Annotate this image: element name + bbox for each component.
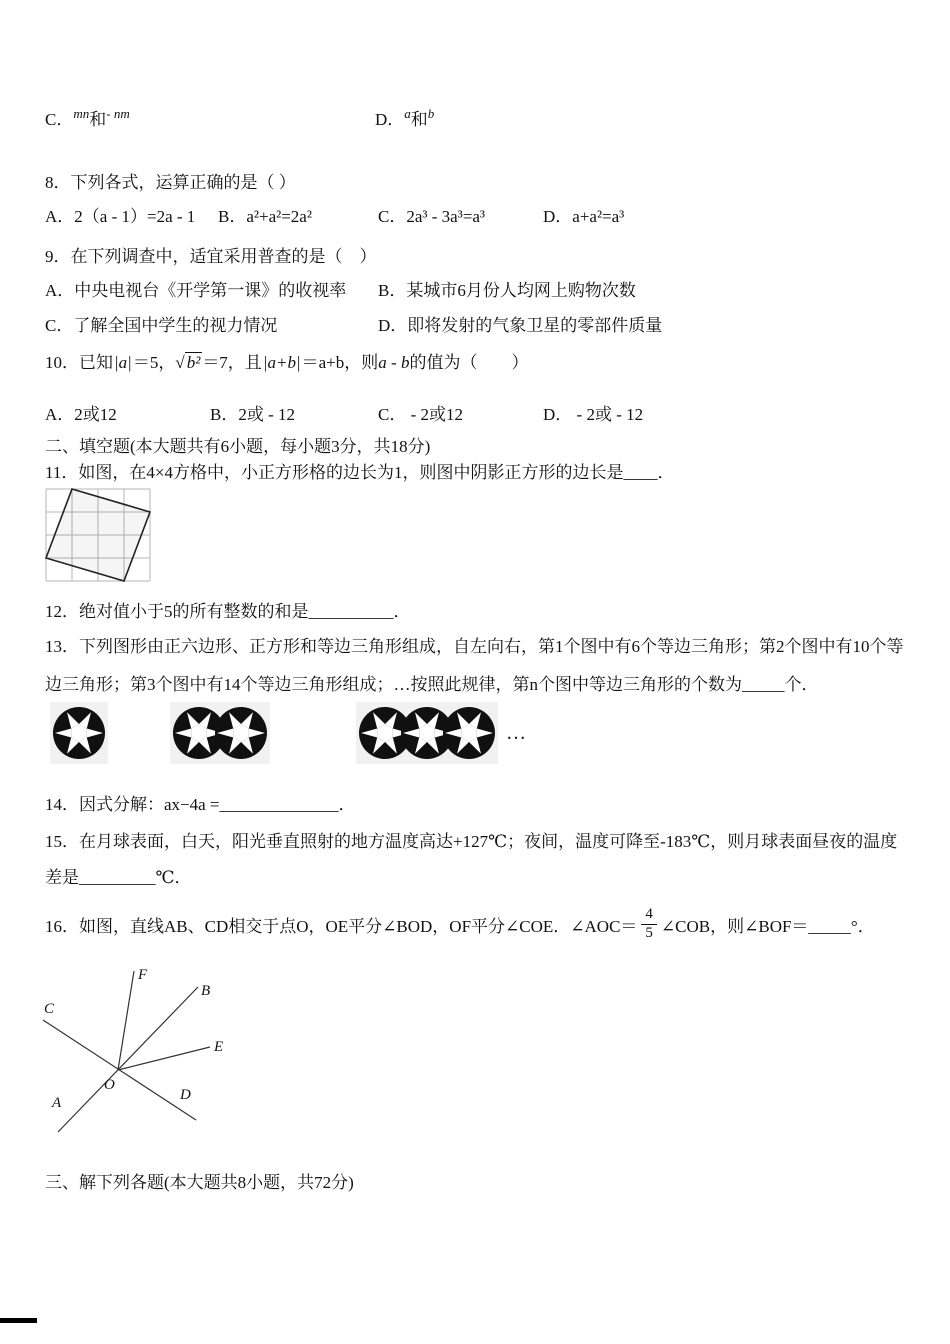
fraction-4-5 bbox=[641, 906, 657, 942]
page-edge-mark bbox=[0, 1318, 37, 1323]
question-13-figure bbox=[45, 702, 910, 764]
question-10-options bbox=[45, 400, 910, 425]
section-2-title: 二、填空题(本大题共有6小题，每小题3分，共18分) bbox=[45, 437, 431, 456]
q7-options-row bbox=[45, 105, 910, 130]
pattern-ellipsis: … bbox=[506, 721, 528, 744]
q16-text-2: ∠COB，则∠BOF＝_____°． bbox=[660, 916, 875, 936]
label-C: C bbox=[44, 1001, 55, 1017]
question-12-stem: 12．绝对值小于5的所有整数的和是__________． bbox=[45, 602, 411, 621]
question-10-stem bbox=[45, 348, 910, 373]
option-c-exponent-1: mn bbox=[73, 106, 90, 121]
q10-text-1: 10．已知 bbox=[45, 353, 113, 372]
q10-option-d: D． - 2或 - 12 bbox=[543, 405, 644, 424]
q10-text-3: ＝7，且 bbox=[202, 353, 262, 372]
q8-option-b: B．a²+a²=2a² bbox=[218, 207, 312, 226]
section-3-title: 三、解下列各题(本大题共8小题，共72分) bbox=[45, 1173, 354, 1192]
pattern-figure-1 bbox=[50, 702, 108, 764]
label-D: D bbox=[180, 1087, 191, 1103]
q9-option-b: B．某城市6月份人均网上购物次数 bbox=[378, 281, 636, 300]
label-O: O bbox=[104, 1077, 115, 1093]
question-11-figure bbox=[45, 488, 910, 587]
question-8-stem: 8．下列各式，运算正确的是（ ） bbox=[45, 173, 296, 192]
q8-option-a: A．2（a - 1）=2a - 1 bbox=[45, 207, 196, 226]
q10-option-c: C． - 2或12 bbox=[378, 405, 463, 424]
option-d bbox=[375, 105, 434, 130]
question-13-stem: 13．下列图形由正六边形、正方形和等边三角形组成，自左向右，第1个图中有6个等边三角形；第2个图中有10个等边三角形；第3个图中有14个等边三角形组成；…按照此规律，第n个图中等边三角形的个数为_____个． bbox=[45, 637, 904, 694]
q10-text-5: 的值为（ ） bbox=[409, 353, 529, 372]
question-9-stem: 9．在下列调查中，适宜采用普查的是（ ） bbox=[45, 247, 377, 266]
question-16-figure bbox=[38, 965, 903, 1145]
question-9-options-row1 bbox=[45, 276, 910, 301]
option-c bbox=[45, 105, 375, 130]
grid-square-figure bbox=[45, 488, 151, 582]
question-11-stem: 11．如图，在4×4方格中，小正方形格的边长为1，则图中阴影正方形的边长是____． bbox=[45, 463, 675, 482]
q10-expression: a - b bbox=[378, 353, 410, 372]
q10-radicand: b² bbox=[186, 353, 201, 372]
q10-abs-a-plus-b: |a+b| bbox=[262, 353, 301, 372]
question-15-stem: 15．在月球表面，白天，阳光垂直照射的地方温度高达+127℃；夜间，温度可降至-183℃，则月球表面昼夜的温度差是_________℃． bbox=[45, 832, 898, 887]
q8-option-d: D．a+a²=a³ bbox=[543, 207, 625, 226]
fraction-numerator: 4 bbox=[645, 906, 653, 923]
q16-text-1: 16．如图，直线AB、CD相交于点O，OE平分∠BOD，OF平分∠COE．∠AOC＝ bbox=[45, 916, 638, 936]
fraction-denominator: 5 bbox=[641, 924, 657, 942]
q10-option-a: A．2或12 bbox=[45, 405, 117, 424]
q10-option-b: B．2或 - 12 bbox=[210, 405, 295, 424]
q9-option-c: C．了解全国中学生的视力情况 bbox=[45, 316, 278, 335]
figure-lines bbox=[43, 971, 210, 1132]
label-E: E bbox=[214, 1039, 224, 1055]
q9-option-a: A．中央电视台《开学第一课》的收视率 bbox=[45, 281, 347, 300]
ray-OE bbox=[118, 1047, 210, 1070]
q10-text-4: ＝a+b，则 bbox=[301, 353, 379, 372]
label-F: F bbox=[138, 967, 148, 983]
label-B: B bbox=[201, 983, 211, 999]
pattern-figure-2 bbox=[170, 702, 270, 764]
question-8-options bbox=[45, 202, 910, 227]
q10-text-2: ＝5， bbox=[132, 353, 176, 372]
label-A: A bbox=[52, 1095, 62, 1111]
q9-option-d: D．即将发射的气象卫星的零部件质量 bbox=[378, 316, 663, 335]
question-16-stem bbox=[45, 898, 910, 950]
option-d-exponent-1: a bbox=[404, 106, 411, 121]
question-14-stem: 14．因式分解：ax−4a =______________． bbox=[45, 795, 356, 814]
q10-abs-a: |a| bbox=[114, 353, 132, 372]
q8-option-c: C．2a³ - 3a³=a³ bbox=[378, 207, 486, 226]
option-d-exponent-2: b bbox=[427, 106, 435, 121]
tilted-square bbox=[46, 489, 150, 581]
option-c-label: C． bbox=[45, 110, 74, 129]
pattern-figure-3 bbox=[356, 702, 498, 764]
q10-radical-sign: √ bbox=[175, 353, 185, 372]
option-c-mid: 和 bbox=[89, 110, 107, 129]
question-9-options-row2 bbox=[45, 311, 910, 336]
option-d-mid: 和 bbox=[410, 110, 428, 129]
option-d-label: D． bbox=[375, 110, 405, 129]
angle-lines-figure bbox=[38, 965, 248, 1140]
option-c-exponent-2: - nm bbox=[106, 106, 130, 121]
